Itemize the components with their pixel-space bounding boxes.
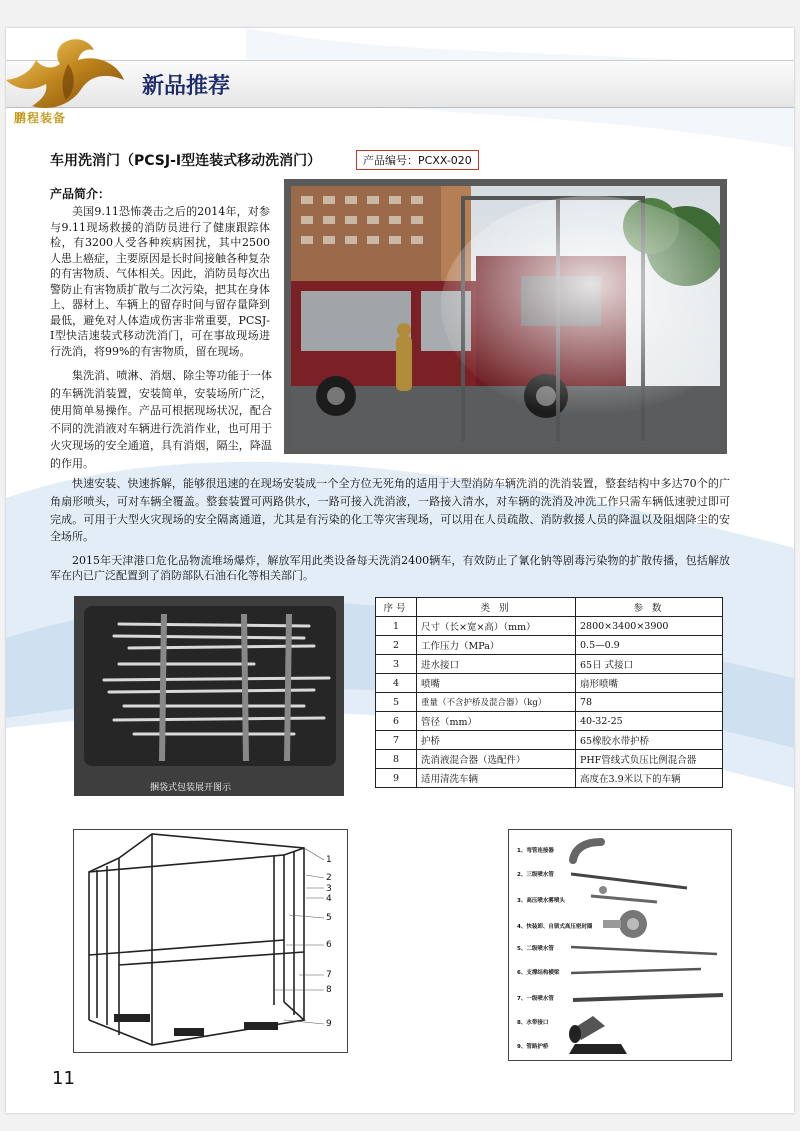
part-label-2: 2、三级喷水管 — [517, 872, 554, 878]
row-value: PHF管线式负压比例混合器 — [576, 750, 723, 769]
part-label-4: 4、快装卸、自锁式高压密封圈 — [517, 924, 593, 930]
table-row — [376, 693, 723, 712]
row-value: 扇形喷嘴 — [576, 674, 723, 693]
row-number: 5 — [376, 693, 417, 712]
table-row — [376, 655, 723, 674]
intro-paragraph-4: 2015年天津港口危化品物流堆场爆炸，解放军用此类设备每天洗消2400辆车，有效防止了氰化钠等剧毒污染物的扩散传播，包括解放军在内已广泛配置到了消防部队石油石化等相关部门。 — [50, 554, 730, 582]
row-value: 65橡胶水带护桥 — [576, 731, 723, 750]
frame-structure-diagram — [73, 829, 348, 1053]
hose-connector-icon — [569, 1016, 605, 1043]
callout-1: 1 — [326, 855, 332, 865]
callout-4: 4 — [326, 894, 332, 904]
row-value: 40-32-25 — [576, 712, 723, 731]
first-stage-pipe-icon — [573, 995, 723, 1000]
row-number: 4 — [376, 674, 417, 693]
fire-truck-photo-image — [291, 186, 720, 447]
product-title: 车用洗消门（PCSJ-I型连装式移动洗消门） — [50, 153, 322, 169]
row-number: 8 — [376, 750, 417, 769]
callout-5: 5 — [326, 913, 332, 923]
callout-3: 3 — [326, 884, 332, 894]
pipe-bridge-icon — [569, 1044, 627, 1054]
part-label-5: 5、二级喷水管 — [517, 946, 554, 952]
section-title: 新品推荐 — [142, 74, 231, 99]
callout-7: 7 — [326, 970, 332, 980]
parts-list-diagram — [508, 829, 732, 1061]
row-value: 高度在3.9米以下的车辆 — [576, 769, 723, 788]
table-row — [376, 712, 723, 731]
part-label-6: 6、支撑结构横梁 — [517, 970, 560, 976]
callout-8: 8 — [326, 985, 332, 995]
intro-label: 产品简介： — [50, 187, 111, 201]
row-item: 喷嘴 — [417, 674, 576, 693]
row-number: 3 — [376, 655, 417, 674]
table-row — [376, 769, 723, 788]
table-header-row — [376, 598, 723, 617]
pipes-bundle-image — [74, 596, 344, 796]
callout-2: 2 — [326, 873, 332, 883]
callout-6: 6 — [326, 940, 332, 950]
row-item: 重量（不含护桥及混合器）（kg） — [417, 693, 576, 712]
intro-paragraph-2: 集洗消、喷淋、消烟、除尘等功能于一体的车辆洗消装置，安装简单，安装场所广泛，使用简单易操作。产品可根据现场状况，配合不同的洗消液对车辆进行洗消作业，也可用于火灾现场的安全通道，具有消烟，隔尘，降温的作用。 — [50, 369, 272, 470]
parts-illustrations — [509, 830, 731, 1060]
table-row — [376, 731, 723, 750]
part-label-1: 1、弯管连接器 — [517, 848, 554, 854]
row-item: 适用清洗车辆 — [417, 769, 576, 788]
row-item: 管径（mm） — [417, 712, 576, 731]
product-code-badge: 产品编号：PCXX-020 — [356, 150, 479, 170]
part-label-3: 3、高压喷水雾喷头 — [517, 898, 565, 904]
row-value: 2800×3400×3900 — [576, 617, 723, 636]
third-stage-pipe-icon — [571, 874, 687, 888]
row-number: 6 — [376, 712, 417, 731]
row-number: 1 — [376, 617, 417, 636]
bag-packaging-photo — [74, 596, 344, 796]
row-value: 65日 式接口 — [576, 655, 723, 674]
bag-caption: 捆袋式包装展开图示 — [150, 783, 232, 793]
header-category: 类 别 — [417, 598, 576, 617]
spray-nozzle-icon — [591, 886, 657, 902]
part-label-9: 9、管路护桥 — [517, 1044, 549, 1050]
row-number: 2 — [376, 636, 417, 655]
row-item: 进水接口 — [417, 655, 576, 674]
header-number: 序号 — [376, 598, 417, 617]
wash-gate-frame-drawing — [74, 830, 347, 1052]
second-stage-pipe-icon — [571, 947, 717, 954]
table-row — [376, 636, 723, 655]
row-value: 0.5—0.9 — [576, 636, 723, 655]
elbow-connector-icon — [573, 842, 601, 860]
row-item: 尺寸（长×宽×高）（mm） — [417, 617, 576, 636]
row-item: 洗消液混合器（选配件） — [417, 750, 576, 769]
part-label-8: 8、水带接口 — [517, 1020, 549, 1026]
intro-paragraph-1: 美国9.11恐怖袭击之后的2014年，对参与9.11现场救援的消防员进行了健康跟踪体检，有3200人受各种疾病困扰，其中2500人患上癌症，主要原因是长时间接触各种复杂的有害物质、气体相关。因此，消防员每次出警防止有害物质扩散与二次污染，把其在身体上、器材上、车辆上的留存时间与留存量降到最低，避免对人体造成伤害非常重要，PCSJ-I型快洁速装式移动洗消门，可在事故现场进行洗消，将99%的有害物质，留在现场。 — [50, 205, 270, 358]
part-label-7: 7、一级喷水管 — [517, 996, 554, 1002]
logo-text: 鹏程装备 — [14, 111, 67, 125]
table-row — [376, 674, 723, 693]
table-row — [376, 750, 723, 769]
spec-table — [375, 597, 723, 788]
intro-paragraph-3: 快速安装、快速拆解，能够很迅速的在现场安装成一个全方位无死角的适用于大型消防车辆洗消的洗消装置，整套结构中多达70个的广角扇形喷头，可对车辆全覆盖。整套装置可两路供水，一路可接入洗消液，一路接入清水，对车辆的洗消及冲洗工作只需车辆低速驶过即可完成。可用于大型火灾现场的安全隔离通道，尤其是有污染的化工等灾害现场，可以用在人员疏散、消防救援人员的降温以及阻烟降尘的安全场所。 — [50, 477, 730, 544]
row-number: 9 — [376, 769, 417, 788]
row-item: 护桥 — [417, 731, 576, 750]
support-beam-icon — [571, 969, 701, 973]
header-parameter: 参 数 — [576, 598, 723, 617]
row-item: 工作压力（MPa） — [417, 636, 576, 655]
quick-coupling-icon — [603, 910, 647, 938]
page-number: 11 — [52, 1068, 75, 1089]
fire-truck-photo — [284, 179, 727, 454]
row-value: 78 — [576, 693, 723, 712]
row-number: 7 — [376, 731, 417, 750]
callout-9: 9 — [326, 1019, 332, 1029]
table-row — [376, 617, 723, 636]
